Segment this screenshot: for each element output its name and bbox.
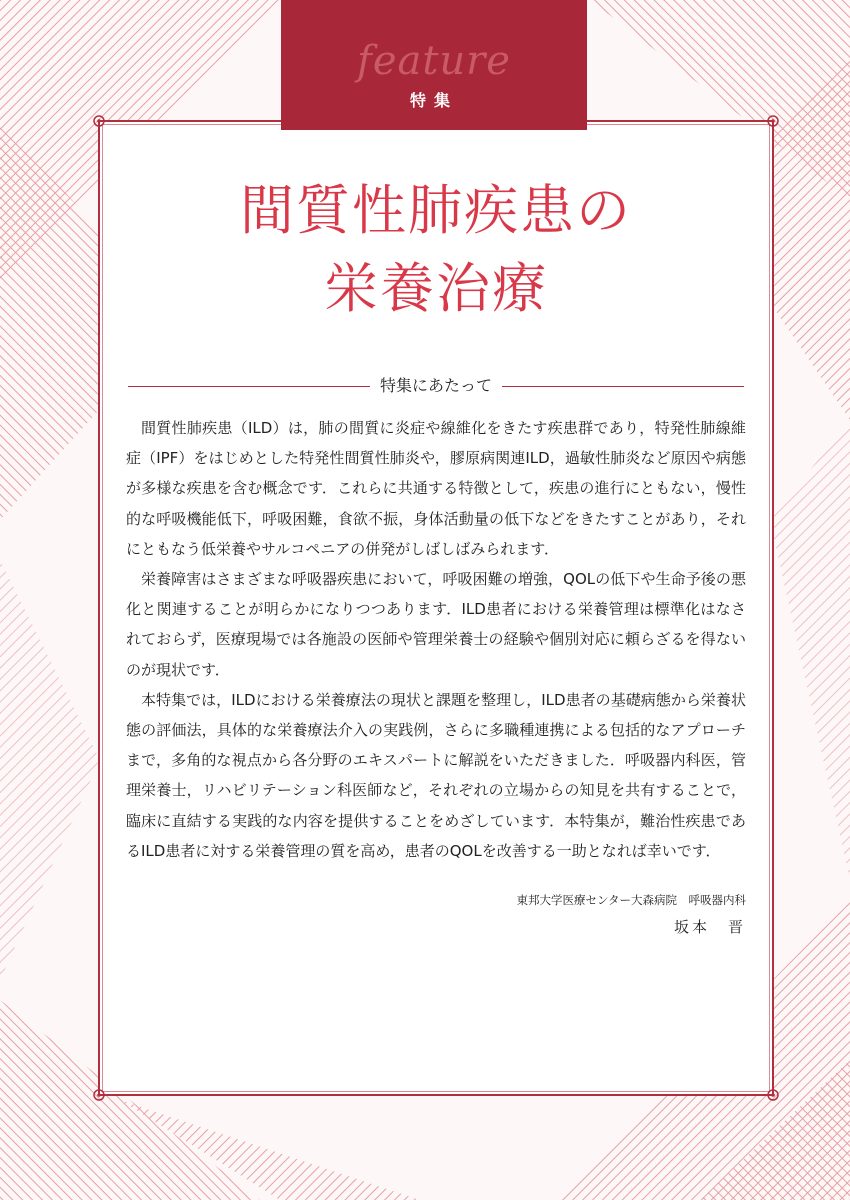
corner-ornament-top-left <box>92 114 106 128</box>
title-line-2: 栄養治療 <box>324 257 548 320</box>
feature-label: 特集 <box>409 91 458 110</box>
feature-tab <box>281 0 587 130</box>
author-name: 坂本 晋 <box>673 918 746 936</box>
corner-ornament-top-right <box>766 114 780 128</box>
corner-ornament-bottom-left <box>92 1088 106 1102</box>
intro-heading: 特集にあたって <box>370 376 502 395</box>
intro-heading-row <box>128 374 744 398</box>
feature-script-text: feature <box>357 38 511 84</box>
paragraph-1: 間質性肺疾患（ILD）は，肺の間質に炎症や線維化をきたす疾患群であり，特発性肺線維症（IPF）をはじめとした特発性間質性肺炎や，膠原病関連ILD，過敏性肺炎など原因や病態が多様な疾患を含む概念です．これらに共通する特徴として，疾患の進行にともない，慢性的な呼吸機能低下，呼吸困難，食欲不振，身体活動量の低下などをきたすことがあり，それにともなう低栄養やサルコペニアの併発がしばしばみられます． <box>126 419 746 558</box>
author-affiliation: 東邦大学医療センター大森病院 呼吸器内科 <box>516 893 746 907</box>
page-title <box>100 172 772 328</box>
intro-body <box>126 413 746 866</box>
paragraph-2: 栄養障害はさまざまな呼吸器疾患において，呼吸困難の増強，QOLの低下や生命予後の悪化と関連することが明らかになりつつあります．ILD患者における栄養管理は標準化はなされておらず，医療現場では各施設の医師や管理栄養士の経験や個別対応に頼らざるを得ないのが現状です． <box>126 570 746 679</box>
paragraph-3: 本特集では，ILDにおける栄養療法の現状と課題を整理し，ILD患者の基礎病態から栄養状態の評価法，具体的な栄養療法介入の実践例，さらに多職種連携による包括的なアプローチまで，多角的な視点から各分野のエキスパートに解説をいただきました．呼吸器内科医，管理栄養士，リハビリテーション科医師など，それぞれの立場からの知見を共有することで，臨床に直結する実践的な内容を提供することをめざしています．本特集が，難治性疾患であるILD患者に対する栄養管理の質を高め，患者のQOLを改善する一助となれば幸いです． <box>126 690 746 860</box>
corner-ornament-bottom-right <box>766 1088 780 1102</box>
title-line-1: 間質性肺疾患の <box>240 179 632 242</box>
